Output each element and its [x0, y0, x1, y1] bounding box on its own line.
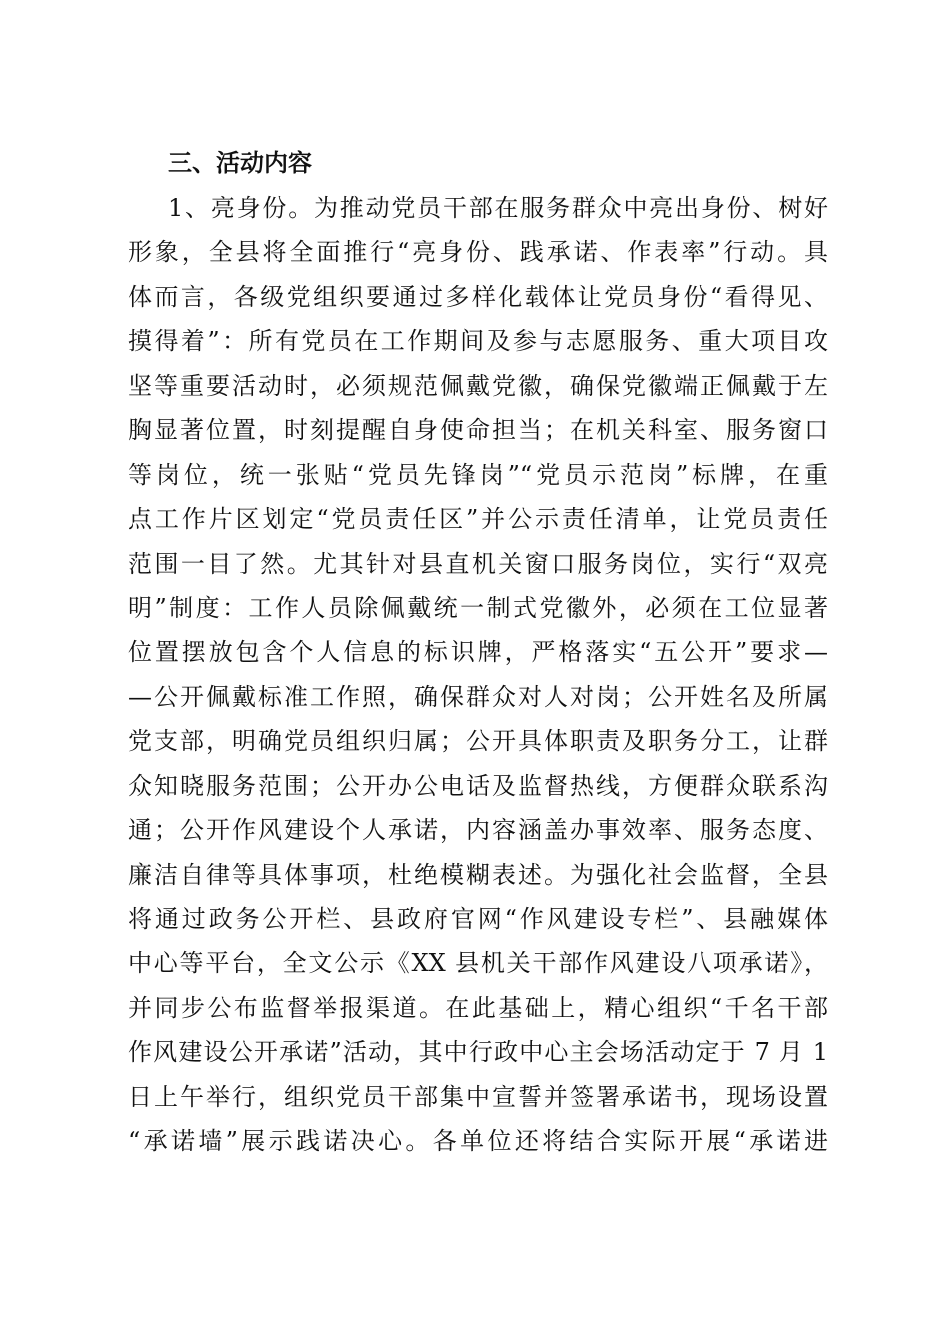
paragraph-line: 坚等重要活动时，必须规范佩戴党徽，确保党徽端正佩戴于左: [128, 371, 828, 400]
paragraph-line: “承诺墙”展示践诺决心。各单位还将结合实际开展“承诺进: [128, 1127, 828, 1156]
paragraph-line: 作风建设公开承诺”活动，其中行政中心主会场活动定于 7 月 1: [128, 1038, 828, 1067]
paragraph-line: 1、亮身份。为推动党员干部在服务群众中亮出身份、树好: [168, 194, 828, 222]
paragraph-line: 日上午举行，组织党员干部集中宣誓并签署承诺书，现场设置: [128, 1082, 828, 1111]
paragraph-line: 等岗位，统一张贴“党员先锋岗”“党员示范岗”标牌，在重: [128, 460, 828, 489]
paragraph-line: 位置摆放包含个人信息的标识牌，严格落实“五公开”要求—: [128, 638, 828, 667]
paragraph-line: 摸得着”：所有党员在工作期间及参与志愿服务、重大项目攻: [128, 327, 828, 356]
paragraph-line: 点工作片区划定“党员责任区”并公示责任清单，让党员责任: [128, 505, 828, 534]
section-heading: 三、活动内容: [168, 149, 312, 177]
paragraph-line: 体而言，各级党组织要通过多样化载体让党员身份“看得见、: [128, 282, 828, 311]
paragraph-line: 众知晓服务范围；公开办公电话及监督热线，方便群众联系沟: [128, 771, 828, 800]
paragraph-line: —公开佩戴标准工作照，确保群众对人对岗；公开姓名及所属: [128, 682, 828, 711]
paragraph-line: 通；公开作风建设个人承诺，内容涵盖办事效率、服务态度、: [128, 816, 828, 845]
paragraph-line: 形象，全县将全面推行“亮身份、践承诺、作表率”行动。具: [128, 238, 828, 267]
paragraph-line: 党支部，明确党员组织归属；公开具体职责及职务分工，让群: [128, 727, 828, 756]
paragraph-line: 将通过政务公开栏、县政府官网“作风建设专栏”、县融媒体: [128, 905, 828, 933]
paragraph-line: 明”制度：工作人员除佩戴统一制式党徽外，必须在工位显著: [128, 593, 828, 622]
paragraph-line: 胸显著位置，时刻提醒自身使命担当；在机关科室、服务窗口: [128, 416, 828, 445]
paragraph-line: 并同步公布监督举报渠道。在此基础上，精心组织“千名干部: [128, 993, 828, 1022]
paragraph-line: 中心等平台，全文公示《XX 县机关干部作风建设八项承诺》，: [128, 949, 828, 978]
paragraph-line: 范围一目了然。尤其针对县直机关窗口服务岗位，实行“双亮: [128, 549, 828, 578]
paragraph-line: 廉洁自律等具体事项，杜绝模糊表述。为强化社会监督，全县: [128, 860, 828, 889]
body-paragraph: [128, 186, 828, 1164]
